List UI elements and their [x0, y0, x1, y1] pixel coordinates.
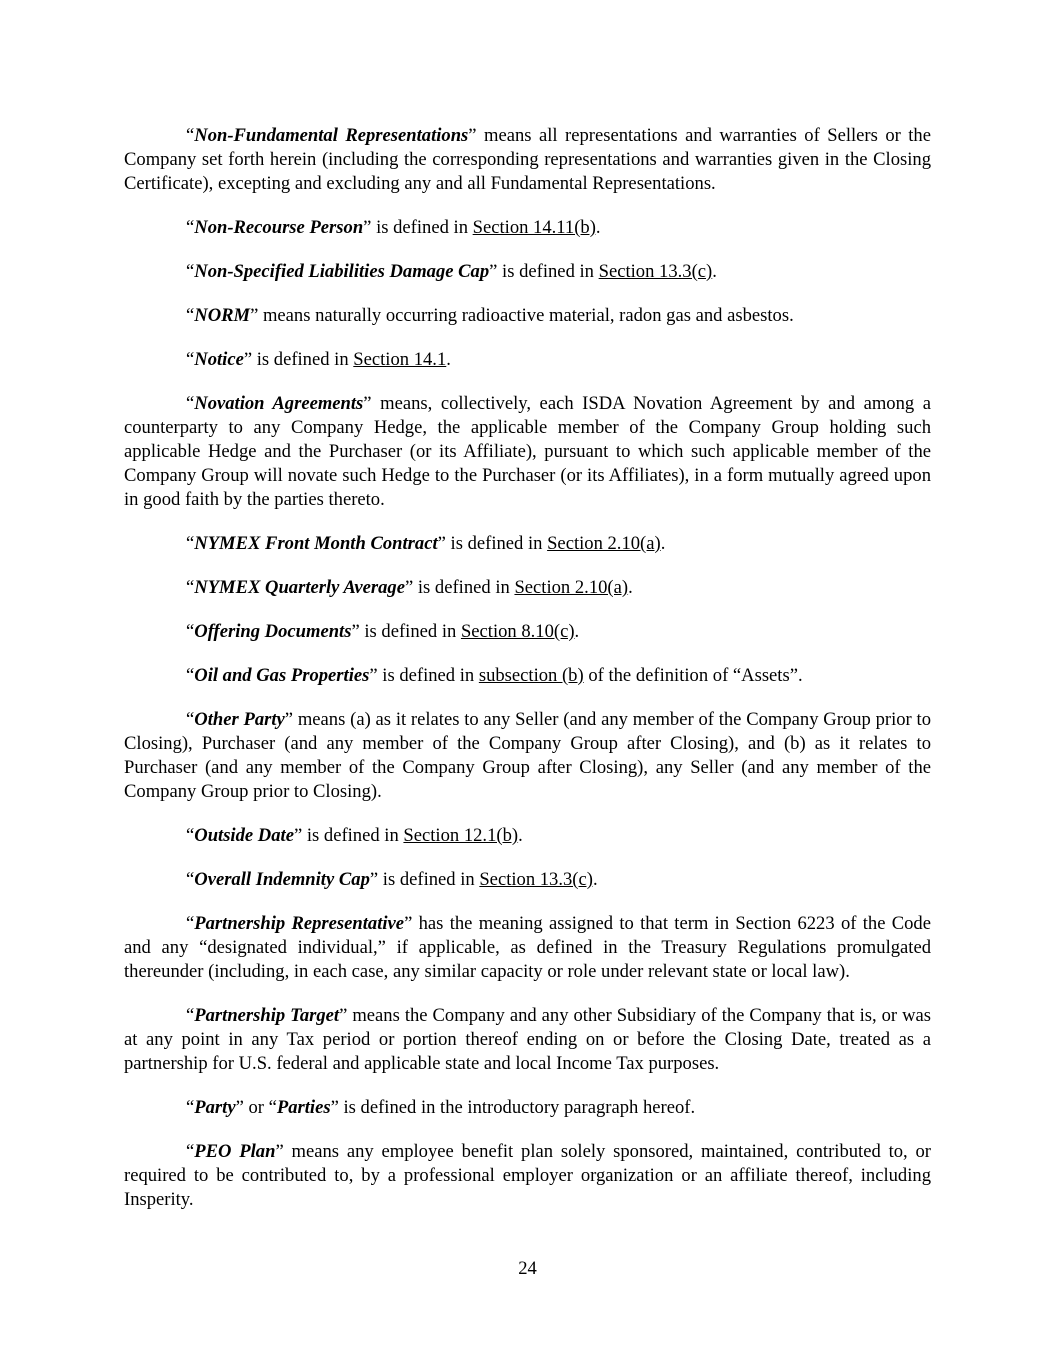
definition-text: ” is defined in — [369, 869, 480, 890]
definition-text: “ — [186, 913, 195, 934]
definitions-list — [124, 124, 931, 1232]
definition-text: “ — [186, 217, 195, 238]
definition-text: “ — [186, 305, 195, 326]
definition-text: “ — [186, 393, 195, 414]
definition-text: “ — [186, 709, 195, 730]
definition-text: ” is defined in — [351, 621, 461, 642]
definition-text: “ — [186, 261, 195, 282]
cross-reference-link[interactable]: Section 13.3(c) — [598, 261, 713, 282]
definition-text: ” or “ — [235, 1097, 277, 1118]
definition-text: “ — [186, 825, 195, 846]
definition-text: . — [446, 349, 451, 370]
definition-text: ” is defined in — [404, 577, 515, 598]
cross-reference-link[interactable]: Section 12.1(b) — [403, 825, 519, 846]
definition-text: ” means, collectively, each ISDA Novation Agreement by and among a counterparty to any Company Hedge, the applicable member of the Company Group holding such applicable Hedge and the Purchaser (or its Affiliate), pursuant to which such applicable member of the Company Group will novate such Hedge to the Purchaser (or its Affiliates), in a form mutually agreed upon in good faith by the parties thereto. — [124, 393, 931, 510]
definition-text: “ — [186, 869, 195, 890]
definition-norm — [124, 304, 931, 328]
definition-non-fundamental-representations — [124, 124, 931, 196]
definition-other-party — [124, 708, 931, 804]
definition-text: ” is defined in — [243, 349, 354, 370]
cross-reference-link[interactable]: Section 8.10(c) — [460, 621, 575, 642]
definition-novation-agreements — [124, 392, 931, 512]
cross-reference-link[interactable]: subsection (b) — [478, 665, 584, 686]
defined-term: Non-Fundamental Representations — [194, 125, 469, 146]
definition-text: “ — [186, 665, 195, 686]
definition-text: ” means all representations and warranties of Sellers or the Company set forth herein (including the corresponding representations and warranties given in the Closing Certificate), excepting and excluding any and all Fundamental Representations. — [124, 125, 931, 194]
definition-non-recourse-person — [124, 216, 931, 240]
definition-text: ” is defined in — [489, 261, 599, 282]
defined-term: NYMEX Front Month Contract — [194, 533, 438, 554]
defined-term: NORM — [194, 305, 251, 326]
defined-term: Overall Indemnity Cap — [194, 869, 370, 890]
cross-reference-link[interactable]: Section 13.3(c) — [479, 869, 593, 890]
defined-term: Non-Specified Liabilities Damage Cap — [194, 261, 490, 282]
definition-text: of the definition of “Assets”. — [583, 665, 803, 686]
definition-text: “ — [186, 125, 195, 146]
definition-text: “ — [186, 349, 195, 370]
definition-text: . — [595, 217, 601, 238]
cross-reference-link[interactable]: Section 14.11(b) — [472, 217, 596, 238]
defined-term: Outside Date — [194, 825, 294, 846]
definition-text: ” means naturally occurring radioactive material, radon gas and asbestos. — [250, 305, 794, 326]
definition-partnership-representative — [124, 912, 931, 984]
definition-text: “ — [186, 533, 195, 554]
page-number: 24 — [518, 1258, 537, 1279]
definition-text: “ — [186, 1141, 195, 1162]
definition-text: “ — [186, 1005, 195, 1026]
definition-text: “ — [186, 621, 195, 642]
definition-party — [124, 1096, 931, 1120]
definition-peo-plan — [124, 1140, 931, 1212]
defined-term: Novation Agreements — [194, 393, 364, 414]
defined-term: Partnership Target — [194, 1005, 340, 1026]
definition-text: ” is defined in — [293, 825, 404, 846]
defined-term: NYMEX Quarterly Average — [194, 577, 405, 598]
defined-term: Other Party — [194, 709, 285, 730]
definition-text: ” means (a) as it relates to any Seller (and any member of the Company Group prior to Closing), Purchaser (and any member of the Company Group after Closing), and (b) as it relates to Purchaser (and any member of the Company Group after Closing), any Seller (and any member of the Company Group prior to Closing). — [124, 709, 931, 802]
defined-term: Offering Documents — [194, 621, 352, 642]
defined-term: Parties — [276, 1097, 331, 1118]
definition-text: ” means the Company and any other Subsidiary of the Company that is, or was at any point in any Tax period or portion thereof ending on or before the Closing Date, treated as a partnership for U.S. federal and applicable state and local Income Tax purposes. — [124, 1005, 932, 1074]
definition-nymex-front-month-contract — [124, 532, 931, 556]
definition-text: ” is defined in — [369, 665, 479, 686]
defined-term: Partnership Representative — [194, 913, 405, 934]
definition-text: . — [712, 261, 717, 282]
definition-text: ” is defined in the introductory paragraph hereof. — [330, 1097, 696, 1118]
definition-overall-indemnity-cap — [124, 868, 931, 892]
definition-text: . — [660, 533, 666, 554]
defined-term: Oil and Gas Properties — [194, 665, 370, 686]
cross-reference-link[interactable]: Section 2.10(a) — [514, 577, 629, 598]
definition-text: ” is defined in — [363, 217, 473, 238]
definition-non-specified-liabilities-damage-cap — [124, 260, 931, 284]
definition-nymex-quarterly-average — [124, 576, 931, 600]
defined-term: Notice — [194, 349, 244, 370]
defined-term: PEO Plan — [194, 1141, 276, 1162]
definition-text: . — [592, 869, 598, 890]
defined-term: Party — [194, 1097, 236, 1118]
definition-partnership-target — [124, 1004, 931, 1076]
cross-reference-link[interactable]: Section 2.10(a) — [547, 533, 661, 554]
definition-text: . — [628, 577, 633, 598]
cross-reference-link[interactable]: Section 14.1 — [353, 349, 447, 370]
definition-notice — [124, 348, 931, 372]
definition-text: . — [518, 825, 523, 846]
definition-text: “ — [186, 577, 195, 598]
definition-outside-date — [124, 824, 931, 848]
definition-offering-documents — [124, 620, 931, 644]
definition-text: ” has the meaning assigned to that term in Section 6223 of the Code and any “designated individual,” if applicable, as defined in the Treasury Regulations promulgated thereunder (including, in each case, any similar capacity or role under relevant state or local law). — [124, 913, 931, 982]
definition-text: ” is defined in — [437, 533, 548, 554]
definition-text: ” means any employee benefit plan solely sponsored, maintained, contributed to, or required to be contributed to, by a professional employer organization or an affiliate thereof, including Insperity. — [124, 1141, 931, 1210]
definition-oil-and-gas-properties — [124, 664, 931, 688]
definition-text: “ — [186, 1097, 195, 1118]
defined-term: Non-Recourse Person — [194, 217, 364, 238]
definition-text: . — [574, 621, 580, 642]
